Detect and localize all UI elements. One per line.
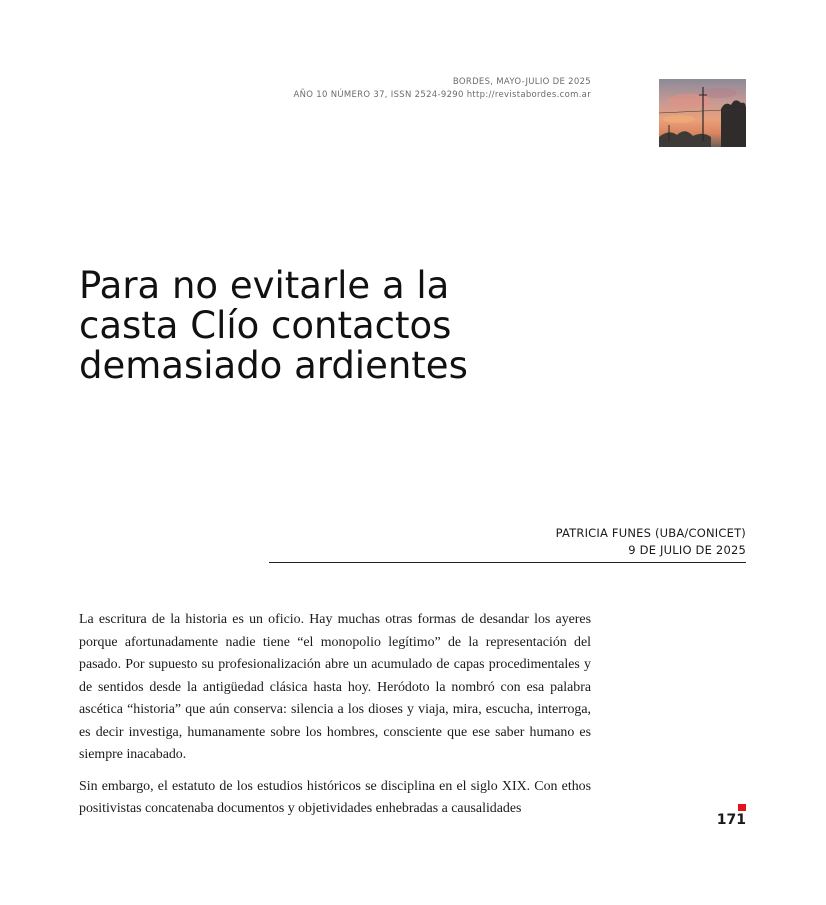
title-line: demasiado ardientes	[79, 344, 468, 387]
journal-issn-line: AÑO 10 NÚMERO 37, ISSN 2524-9290 http://revistabordes.com.ar	[293, 90, 591, 100]
title-line: Para no evitarle a la	[79, 264, 450, 307]
publication-date: 9 DE JULIO DE 2025	[628, 543, 746, 557]
body-paragraph: Sin embargo, el estatuto de los estudios históricos se disciplina en el siglo XIX. Con ethos positivistas concatenaba documentos y objetividades enhebradas a causalidades	[79, 778, 591, 816]
title-line: casta Clío contactos	[79, 304, 452, 347]
page-number: 171	[716, 812, 746, 828]
body-paragraph: La escritura de la historia es un oficio. Hay muchas otras formas de desandar los ayeres porque afortunadamente nadie tiene “el monopolio legítimo” de la representación del pasado. Por supuesto su profesionalización abre un acumulado de capas procedimentales y de sentidos desde la antigüedad clásica hasta hoy. Heródoto la nombró con esa palabra ascética “historia” que aún conserva: silencia a los dioses y viaja, mira, escucha, interroga, es decir investiga, humanamente sobre los hombres, consciente que ese saber humano es siempre inacabado.	[79, 612, 591, 762]
article-body	[79, 609, 591, 830]
article-title	[79, 266, 539, 386]
byline-divider	[269, 562, 746, 563]
header-photo	[659, 79, 746, 147]
journal-issue-date: BORDES, MAYO-JULIO DE 2025	[452, 77, 591, 87]
byline	[556, 525, 746, 559]
author-name: PATRICIA FUNES (UBA/CONICET)	[555, 526, 746, 540]
page-number-marker	[738, 804, 746, 811]
journal-header	[294, 76, 591, 102]
